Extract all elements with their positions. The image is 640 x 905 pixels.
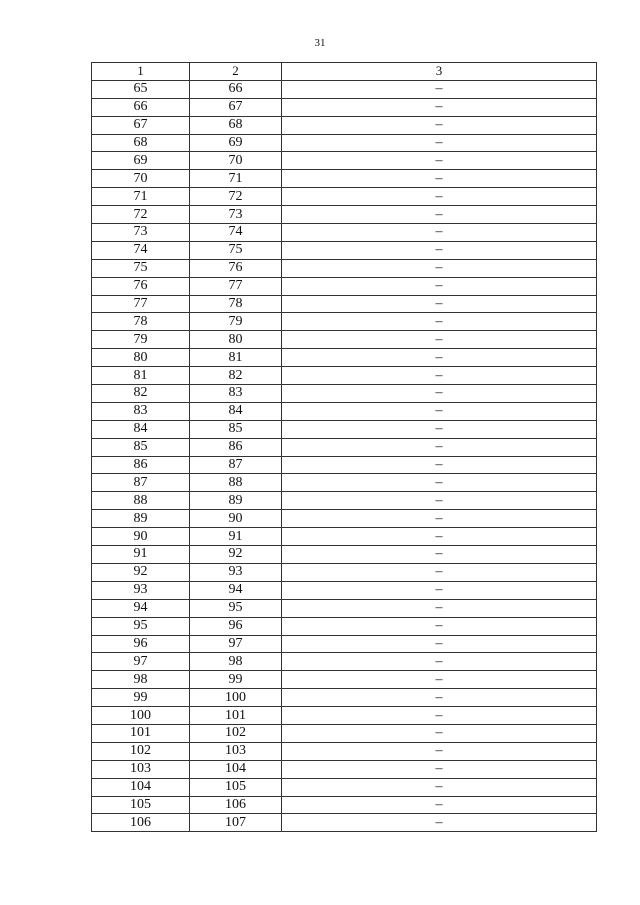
table-cell-col-2: 75	[190, 241, 282, 259]
table-cell-col-3: –	[282, 778, 597, 796]
table-row	[92, 510, 597, 528]
table-cell-col-1: 86	[92, 456, 190, 474]
table-cell-col-1: 102	[92, 742, 190, 760]
table-cell-col-1: 69	[92, 152, 190, 170]
table-cell-col-3: –	[282, 367, 597, 385]
table-row	[92, 313, 597, 331]
table-cell-col-1: 84	[92, 420, 190, 438]
table-cell-col-1: 105	[92, 796, 190, 814]
table-cell-col-2: 106	[190, 796, 282, 814]
table-cell-col-3: –	[282, 313, 597, 331]
table-cell-col-2: 99	[190, 671, 282, 689]
table-cell-col-2: 76	[190, 259, 282, 277]
table-row	[92, 778, 597, 796]
table-cell-col-3: –	[282, 116, 597, 134]
table-cell-col-1: 77	[92, 295, 190, 313]
table-cell-col-2: 86	[190, 438, 282, 456]
table-cell-col-1: 92	[92, 563, 190, 581]
table-cell-col-3: –	[282, 653, 597, 671]
table-cell-col-3: –	[282, 707, 597, 725]
table-cell-col-1: 68	[92, 134, 190, 152]
table-cell-col-3: –	[282, 796, 597, 814]
column-header-1: 1	[92, 63, 190, 81]
table-cell-col-3: –	[282, 295, 597, 313]
table-cell-col-2: 72	[190, 188, 282, 206]
table-row	[92, 546, 597, 564]
table-cell-col-2: 79	[190, 313, 282, 331]
table-cell-col-3: –	[282, 814, 597, 832]
table-cell-col-2: 89	[190, 492, 282, 510]
table-cell-col-1: 66	[92, 98, 190, 116]
table-cell-col-2: 80	[190, 331, 282, 349]
table-cell-col-3: –	[282, 581, 597, 599]
table-cell-col-1: 91	[92, 546, 190, 564]
table-row	[92, 814, 597, 832]
table-row	[92, 796, 597, 814]
column-header-2: 2	[190, 63, 282, 81]
table-row	[92, 599, 597, 617]
table-cell-col-3: –	[282, 456, 597, 474]
table-cell-col-2: 95	[190, 599, 282, 617]
table-row	[92, 277, 597, 295]
table-row	[92, 671, 597, 689]
table-cell-col-2: 97	[190, 635, 282, 653]
table-cell-col-3: –	[282, 492, 597, 510]
table-cell-col-3: –	[282, 134, 597, 152]
table-cell-col-2: 81	[190, 349, 282, 367]
column-header-3: 3	[282, 63, 597, 81]
table-row	[92, 689, 597, 707]
table-row	[92, 170, 597, 188]
table-row	[92, 474, 597, 492]
table-row	[92, 724, 597, 742]
table-cell-col-2: 70	[190, 152, 282, 170]
table-cell-col-2: 84	[190, 402, 282, 420]
table-cell-col-2: 68	[190, 116, 282, 134]
table-row	[92, 331, 597, 349]
table-cell-col-1: 89	[92, 510, 190, 528]
table-cell-col-2: 67	[190, 98, 282, 116]
table-cell-col-1: 67	[92, 116, 190, 134]
table-cell-col-1: 97	[92, 653, 190, 671]
table-row	[92, 492, 597, 510]
table-cell-col-3: –	[282, 528, 597, 546]
table-cell-col-2: 107	[190, 814, 282, 832]
table-cell-col-3: –	[282, 599, 597, 617]
table-cell-col-3: –	[282, 152, 597, 170]
table-row	[92, 188, 597, 206]
table-row	[92, 402, 597, 420]
table-row	[92, 152, 597, 170]
table-body	[92, 80, 597, 831]
table-cell-col-1: 98	[92, 671, 190, 689]
table-row	[92, 707, 597, 725]
table-cell-col-3: –	[282, 259, 597, 277]
table-row	[92, 456, 597, 474]
table-row	[92, 295, 597, 313]
table-cell-col-2: 94	[190, 581, 282, 599]
table-cell-col-3: –	[282, 331, 597, 349]
table-cell-col-2: 82	[190, 367, 282, 385]
table-cell-col-3: –	[282, 474, 597, 492]
table-row	[92, 635, 597, 653]
table-cell-col-1: 70	[92, 170, 190, 188]
table-cell-col-2: 91	[190, 528, 282, 546]
table-cell-col-2: 71	[190, 170, 282, 188]
table-cell-col-2: 92	[190, 546, 282, 564]
table-cell-col-3: –	[282, 188, 597, 206]
table-row	[92, 116, 597, 134]
table-cell-col-2: 83	[190, 385, 282, 403]
table-cell-col-3: –	[282, 724, 597, 742]
table-cell-col-3: –	[282, 277, 597, 295]
table-cell-col-2: 69	[190, 134, 282, 152]
table-cell-col-3: –	[282, 510, 597, 528]
table-cell-col-1: 106	[92, 814, 190, 832]
table-header	[92, 63, 597, 81]
table-cell-col-2: 90	[190, 510, 282, 528]
table-row	[92, 206, 597, 224]
table-cell-col-1: 104	[92, 778, 190, 796]
table-cell-col-2: 74	[190, 224, 282, 242]
table-row	[92, 349, 597, 367]
table-cell-col-2: 103	[190, 742, 282, 760]
table-cell-col-2: 96	[190, 617, 282, 635]
table-cell-col-2: 78	[190, 295, 282, 313]
table-cell-col-2: 100	[190, 689, 282, 707]
table-cell-col-1: 76	[92, 277, 190, 295]
table-cell-col-3: –	[282, 617, 597, 635]
table-cell-col-3: –	[282, 385, 597, 403]
table-cell-col-3: –	[282, 224, 597, 242]
table-cell-col-2: 104	[190, 760, 282, 778]
table-row	[92, 80, 597, 98]
table-cell-col-2: 105	[190, 778, 282, 796]
table-cell-col-1: 99	[92, 689, 190, 707]
table-cell-col-1: 88	[92, 492, 190, 510]
table-cell-col-1: 71	[92, 188, 190, 206]
table-cell-col-2: 73	[190, 206, 282, 224]
table-cell-col-1: 95	[92, 617, 190, 635]
table-cell-col-2: 87	[190, 456, 282, 474]
page-number: 31	[314, 37, 326, 49]
table-cell-col-1: 75	[92, 259, 190, 277]
table-cell-col-2: 77	[190, 277, 282, 295]
table-cell-col-1: 96	[92, 635, 190, 653]
table-row	[92, 581, 597, 599]
table-row	[92, 563, 597, 581]
table-cell-col-2: 98	[190, 653, 282, 671]
header-row	[92, 63, 597, 81]
table-cell-col-1: 101	[92, 724, 190, 742]
table-cell-col-3: –	[282, 241, 597, 259]
table-cell-col-3: –	[282, 689, 597, 707]
data-table	[91, 62, 597, 832]
table-cell-col-1: 73	[92, 224, 190, 242]
table-cell-col-1: 72	[92, 206, 190, 224]
table-cell-col-2: 66	[190, 80, 282, 98]
table-row	[92, 528, 597, 546]
table-cell-col-3: –	[282, 546, 597, 564]
table-cell-col-3: –	[282, 438, 597, 456]
table-cell-col-3: –	[282, 98, 597, 116]
table-cell-col-1: 87	[92, 474, 190, 492]
table-row	[92, 241, 597, 259]
table-cell-col-2: 88	[190, 474, 282, 492]
table-cell-col-1: 65	[92, 80, 190, 98]
table-cell-col-3: –	[282, 80, 597, 98]
table-cell-col-2: 85	[190, 420, 282, 438]
table-cell-col-3: –	[282, 170, 597, 188]
table-cell-col-3: –	[282, 671, 597, 689]
table-cell-col-1: 74	[92, 241, 190, 259]
table-cell-col-3: –	[282, 635, 597, 653]
table-cell-col-1: 100	[92, 707, 190, 725]
table-cell-col-2: 101	[190, 707, 282, 725]
table-row	[92, 385, 597, 403]
table-cell-col-3: –	[282, 349, 597, 367]
table-cell-col-1: 85	[92, 438, 190, 456]
table-row	[92, 420, 597, 438]
table-row	[92, 134, 597, 152]
table-cell-col-2: 102	[190, 724, 282, 742]
table-cell-col-3: –	[282, 206, 597, 224]
table-row	[92, 224, 597, 242]
table-cell-col-1: 80	[92, 349, 190, 367]
table-cell-col-3: –	[282, 420, 597, 438]
table-cell-col-1: 79	[92, 331, 190, 349]
table-row	[92, 259, 597, 277]
table-cell-col-1: 81	[92, 367, 190, 385]
table-cell-col-3: –	[282, 760, 597, 778]
table-row	[92, 653, 597, 671]
table-row	[92, 742, 597, 760]
table-cell-col-3: –	[282, 402, 597, 420]
table-cell-col-3: –	[282, 563, 597, 581]
table-row	[92, 367, 597, 385]
table-cell-col-1: 103	[92, 760, 190, 778]
table-cell-col-1: 90	[92, 528, 190, 546]
table-cell-col-1: 93	[92, 581, 190, 599]
table-cell-col-3: –	[282, 742, 597, 760]
table-row	[92, 98, 597, 116]
table-cell-col-2: 93	[190, 563, 282, 581]
table-row	[92, 438, 597, 456]
table-cell-col-1: 94	[92, 599, 190, 617]
table-cell-col-1: 78	[92, 313, 190, 331]
table-cell-col-1: 82	[92, 385, 190, 403]
table-row	[92, 617, 597, 635]
table-row	[92, 760, 597, 778]
table-cell-col-1: 83	[92, 402, 190, 420]
